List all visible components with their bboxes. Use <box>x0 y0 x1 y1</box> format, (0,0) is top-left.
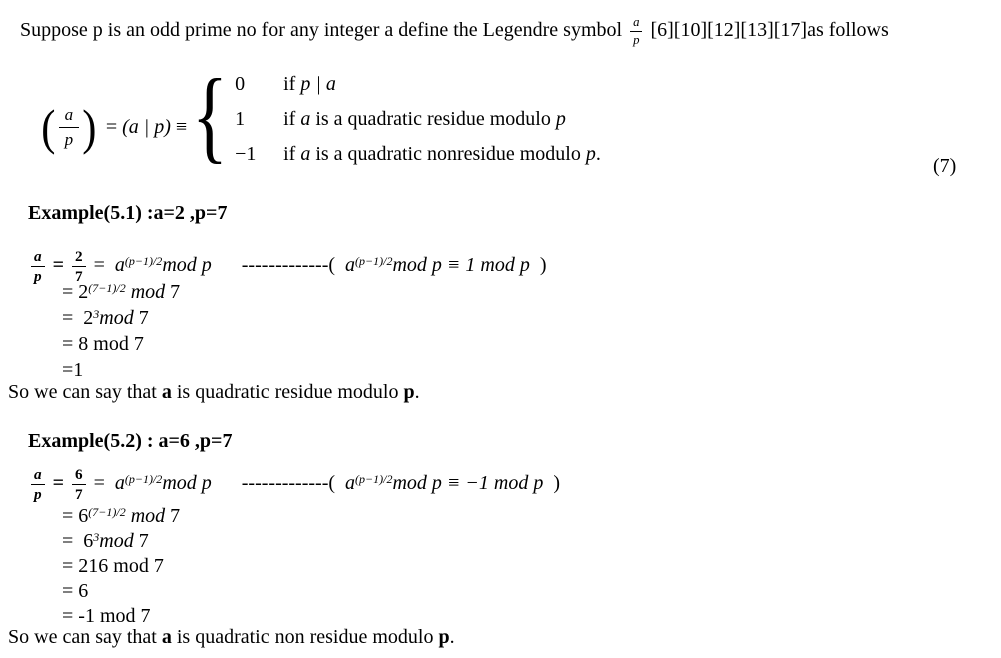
superscript: 3 <box>93 530 100 544</box>
text-segment: mod <box>130 505 166 527</box>
step-line <box>62 357 180 383</box>
legendre-definition-equation <box>40 58 601 174</box>
example2-conclusion <box>8 626 455 649</box>
case-value: −1 <box>235 142 257 165</box>
example2-main-equation <box>28 460 560 506</box>
text-segment: = 6 <box>62 580 89 602</box>
text-segment: 7 <box>165 281 181 303</box>
step-line <box>62 554 180 579</box>
text-segment: = <box>88 254 115 276</box>
text-segment: mod p ≡ 1 mod p <box>392 254 530 276</box>
text-segment: a <box>114 472 125 494</box>
text-segment: mod p ≡ −1 mod p <box>392 472 544 494</box>
fraction-denominator: p <box>34 485 42 503</box>
text-segment: mod p <box>162 472 212 494</box>
text-segment: 7 <box>133 530 149 552</box>
case-row-zero <box>235 67 601 102</box>
step-line <box>62 579 180 604</box>
text-segment: a <box>161 381 172 403</box>
text-segment: a <box>161 626 172 648</box>
step-line <box>62 305 180 331</box>
text-segment: . <box>595 142 601 165</box>
equals-sign: = <box>105 115 118 138</box>
text-segment: =1 <box>62 359 84 381</box>
fraction-denominator: 7 <box>75 267 83 285</box>
text-segment: is quadratic non residue modulo <box>171 626 439 648</box>
fraction <box>31 467 45 502</box>
text-segment: So we can say that <box>8 626 162 648</box>
text-segment: mod p <box>162 254 212 276</box>
step-line <box>62 529 180 554</box>
text-segment: 7 <box>133 307 149 329</box>
text-segment: -------------( <box>211 472 346 494</box>
text-segment: ) <box>543 472 561 494</box>
text-segment: is quadratic residue modulo <box>171 381 404 403</box>
text-segment: . <box>414 381 420 403</box>
text-segment: mod <box>99 307 134 329</box>
text-segment: = 8 mod 7 <box>62 333 144 355</box>
example2-heading: Example(5.2) : a=6 ,p=7 <box>28 430 233 452</box>
superscript: (p−1)/2 <box>355 472 393 486</box>
text-segment: ) <box>529 254 547 276</box>
text-segment: mod <box>99 530 134 552</box>
step-line <box>62 279 180 305</box>
text-segment: = 216 mod 7 <box>62 555 164 577</box>
text-segment: p <box>555 107 566 130</box>
fraction-numerator: a <box>31 467 45 485</box>
text-segment: p <box>438 626 450 648</box>
text-segment: = 2 <box>62 281 89 303</box>
text-segment: = -1 mod 7 <box>62 605 151 627</box>
text-segment: -------------( <box>211 254 346 276</box>
text-segment: Suppose p is an odd prime no for any integer a define the Legendre symbol <box>20 19 628 41</box>
text-segment: a <box>345 254 356 276</box>
fraction-numerator: 6 <box>72 467 86 485</box>
fraction-denominator: p <box>34 267 42 285</box>
case-row-minus-one <box>235 137 601 172</box>
definition-middle <box>106 116 187 139</box>
fraction <box>630 16 642 47</box>
text-segment: = 6 <box>62 530 94 552</box>
close-paren-glyph: ) <box>82 98 97 155</box>
case-condition <box>283 108 566 131</box>
case-value: 0 <box>235 72 246 95</box>
text-segment: a <box>300 107 311 130</box>
text-segment: = 2 <box>62 307 94 329</box>
equation-number: (7) <box>933 155 957 177</box>
step-line <box>62 331 180 357</box>
step-line <box>62 504 180 529</box>
example1-conclusion <box>8 381 420 404</box>
fraction-numerator: a <box>31 249 45 267</box>
text-segment: = <box>47 472 69 494</box>
fraction-denominator: p <box>64 129 74 149</box>
superscript: (7−1)/2 <box>88 505 126 519</box>
text-segment: is a quadratic nonresidue modulo <box>310 142 586 165</box>
intro-sentence <box>20 14 995 47</box>
fraction-numerator: a <box>59 106 80 128</box>
text-segment: 7 <box>165 505 181 527</box>
example1-steps <box>62 279 180 383</box>
text-segment: p <box>585 142 596 165</box>
example1-heading: Example(5.1) :a=2 ,p=7 <box>28 202 228 224</box>
example2-steps <box>62 504 180 629</box>
text-segment: a <box>345 472 356 494</box>
fraction-numerator: 2 <box>72 249 86 267</box>
open-paren-glyph: ( <box>41 98 56 155</box>
text-segment: a <box>300 142 311 165</box>
text-segment: if <box>283 72 301 95</box>
fraction-denominator: 7 <box>75 485 83 503</box>
text-segment: a <box>114 254 125 276</box>
superscript: 3 <box>93 307 100 321</box>
text-segment: mod <box>130 281 166 303</box>
text-segment: [6][10][12][13][17]as follows <box>645 19 889 41</box>
superscript: (p−1)/2 <box>124 254 163 268</box>
fraction <box>72 467 86 502</box>
text-segment: if <box>283 107 301 130</box>
text-segment: = <box>47 254 69 276</box>
case-condition <box>283 143 601 166</box>
cases-brace-glyph: { <box>192 58 229 173</box>
text-segment: = <box>88 472 115 494</box>
text-segment: p | a <box>300 72 336 95</box>
text-segment: . <box>449 626 455 648</box>
text-segment: = 6 <box>62 505 89 527</box>
text-segment: if <box>283 142 301 165</box>
text-segment: p <box>403 381 415 403</box>
cases-block <box>235 67 601 172</box>
case-value: 1 <box>235 107 246 130</box>
case-row-one <box>235 102 601 137</box>
definition-lhs <box>40 98 191 155</box>
superscript: (p−1)/2 <box>124 472 163 486</box>
text-segment: is a quadratic residue modulo <box>310 107 556 130</box>
fraction <box>31 249 45 284</box>
fraction-numerator: a <box>630 16 642 32</box>
text-segment: So we can say that <box>8 381 162 403</box>
fraction-denominator: p <box>633 32 640 47</box>
legendre-symbol-fraction <box>59 106 80 149</box>
superscript: (p−1)/2 <box>355 254 393 268</box>
alt-notation: (a | p) <box>122 115 171 138</box>
case-condition <box>283 73 336 96</box>
equiv-sign: ≡ <box>175 115 188 138</box>
superscript: (7−1)/2 <box>88 281 126 295</box>
